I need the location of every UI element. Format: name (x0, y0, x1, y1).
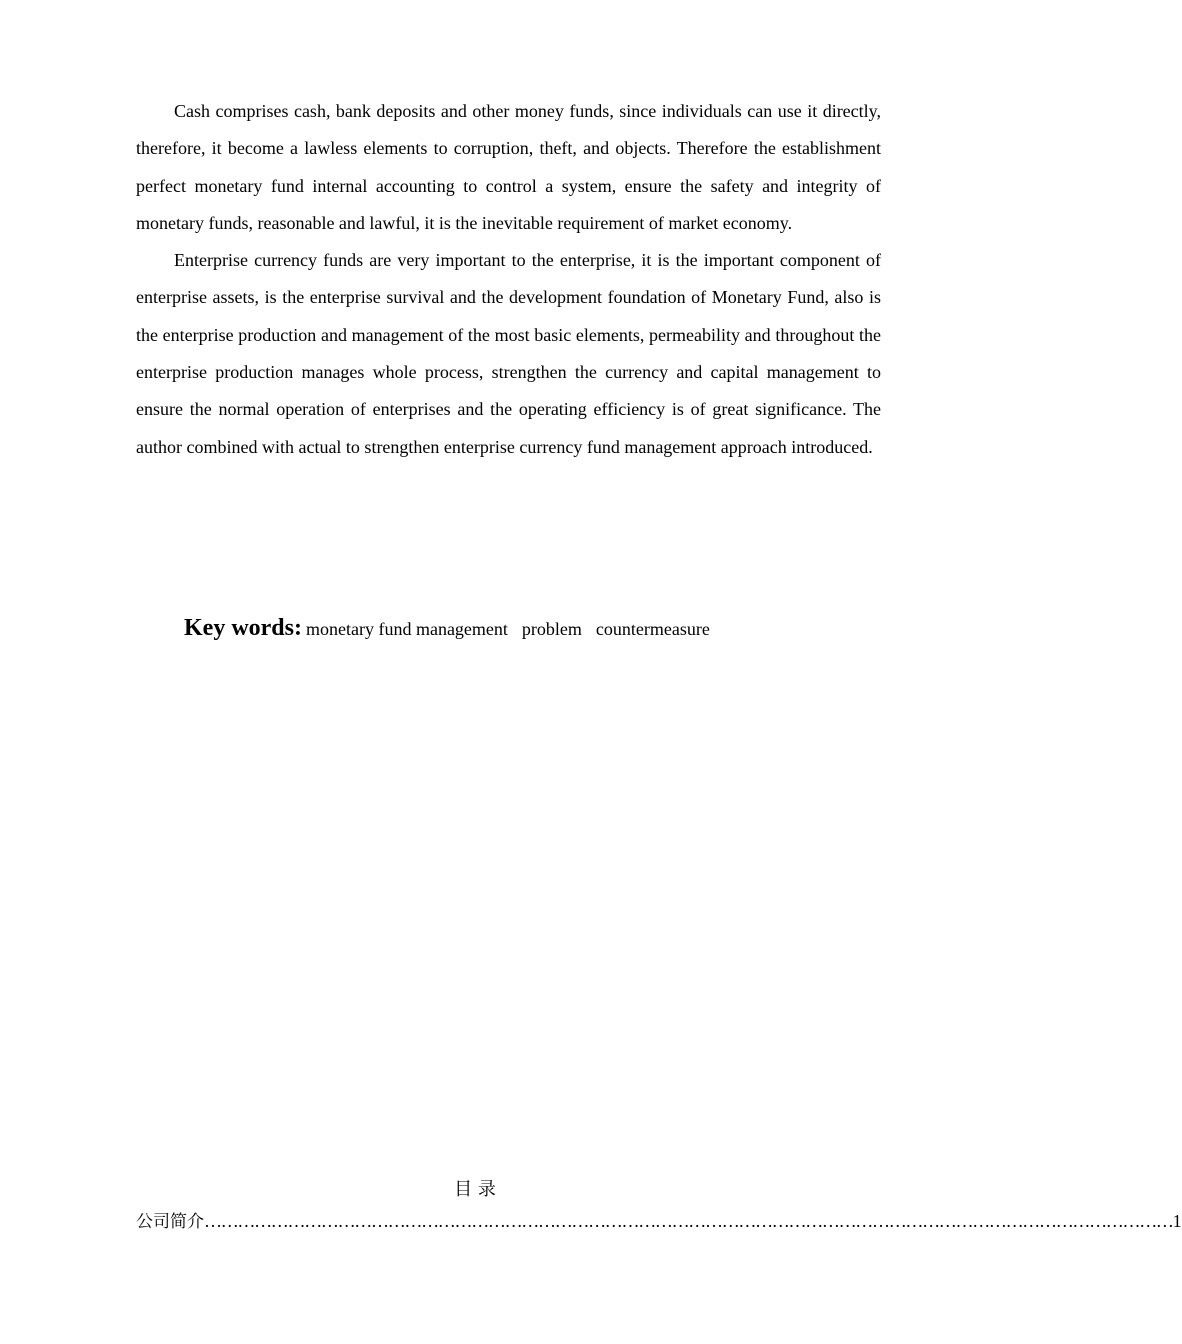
keyword-term: countermeasure (595, 619, 710, 639)
toc-entry-page: 1 (1172, 1211, 1182, 1231)
toc-title: 目 录 (454, 1179, 496, 1200)
keywords-line (184, 615, 720, 642)
abstract-paragraph: Cash comprises cash, bank deposits and other money funds, since individuals can use it directly, therefore, it become a lawless elements to corruption, theft, and objects. Therefore the establishment perfect monetary fund internal accounting to control a system, ensure the safety and integrity of monetary funds, reasonable and lawful, it is the inevitable requirement of market economy. (136, 101, 881, 233)
keywords-label: Key words: (184, 615, 302, 641)
abstract-paragraph: Enterprise currency funds are very important to the enterprise, it is the important component of enterprise assets, is the enterprise survival and the development foundation of Monetary Fund, also is the enterprise production and management of the most basic elements, permeability and throughout the enterprise production manages whole process, strengthen the currency and capital management to ensure the normal operation of enterprises and the operating efficiency is of great significance. The author combined with actual to strengthen enterprise currency fund management approach introduced. (136, 250, 881, 457)
keyword-term: problem (521, 619, 582, 639)
keyword-term: monetary fund management (305, 619, 508, 639)
toc-entry[interactable] (136, 1207, 1182, 1232)
abstract-body (136, 93, 881, 466)
toc-entry-label: 公司简介 (136, 1212, 204, 1232)
toc-dot-leader: ………………………………………………………………………………………………………………………………………………………… (204, 1211, 1173, 1231)
